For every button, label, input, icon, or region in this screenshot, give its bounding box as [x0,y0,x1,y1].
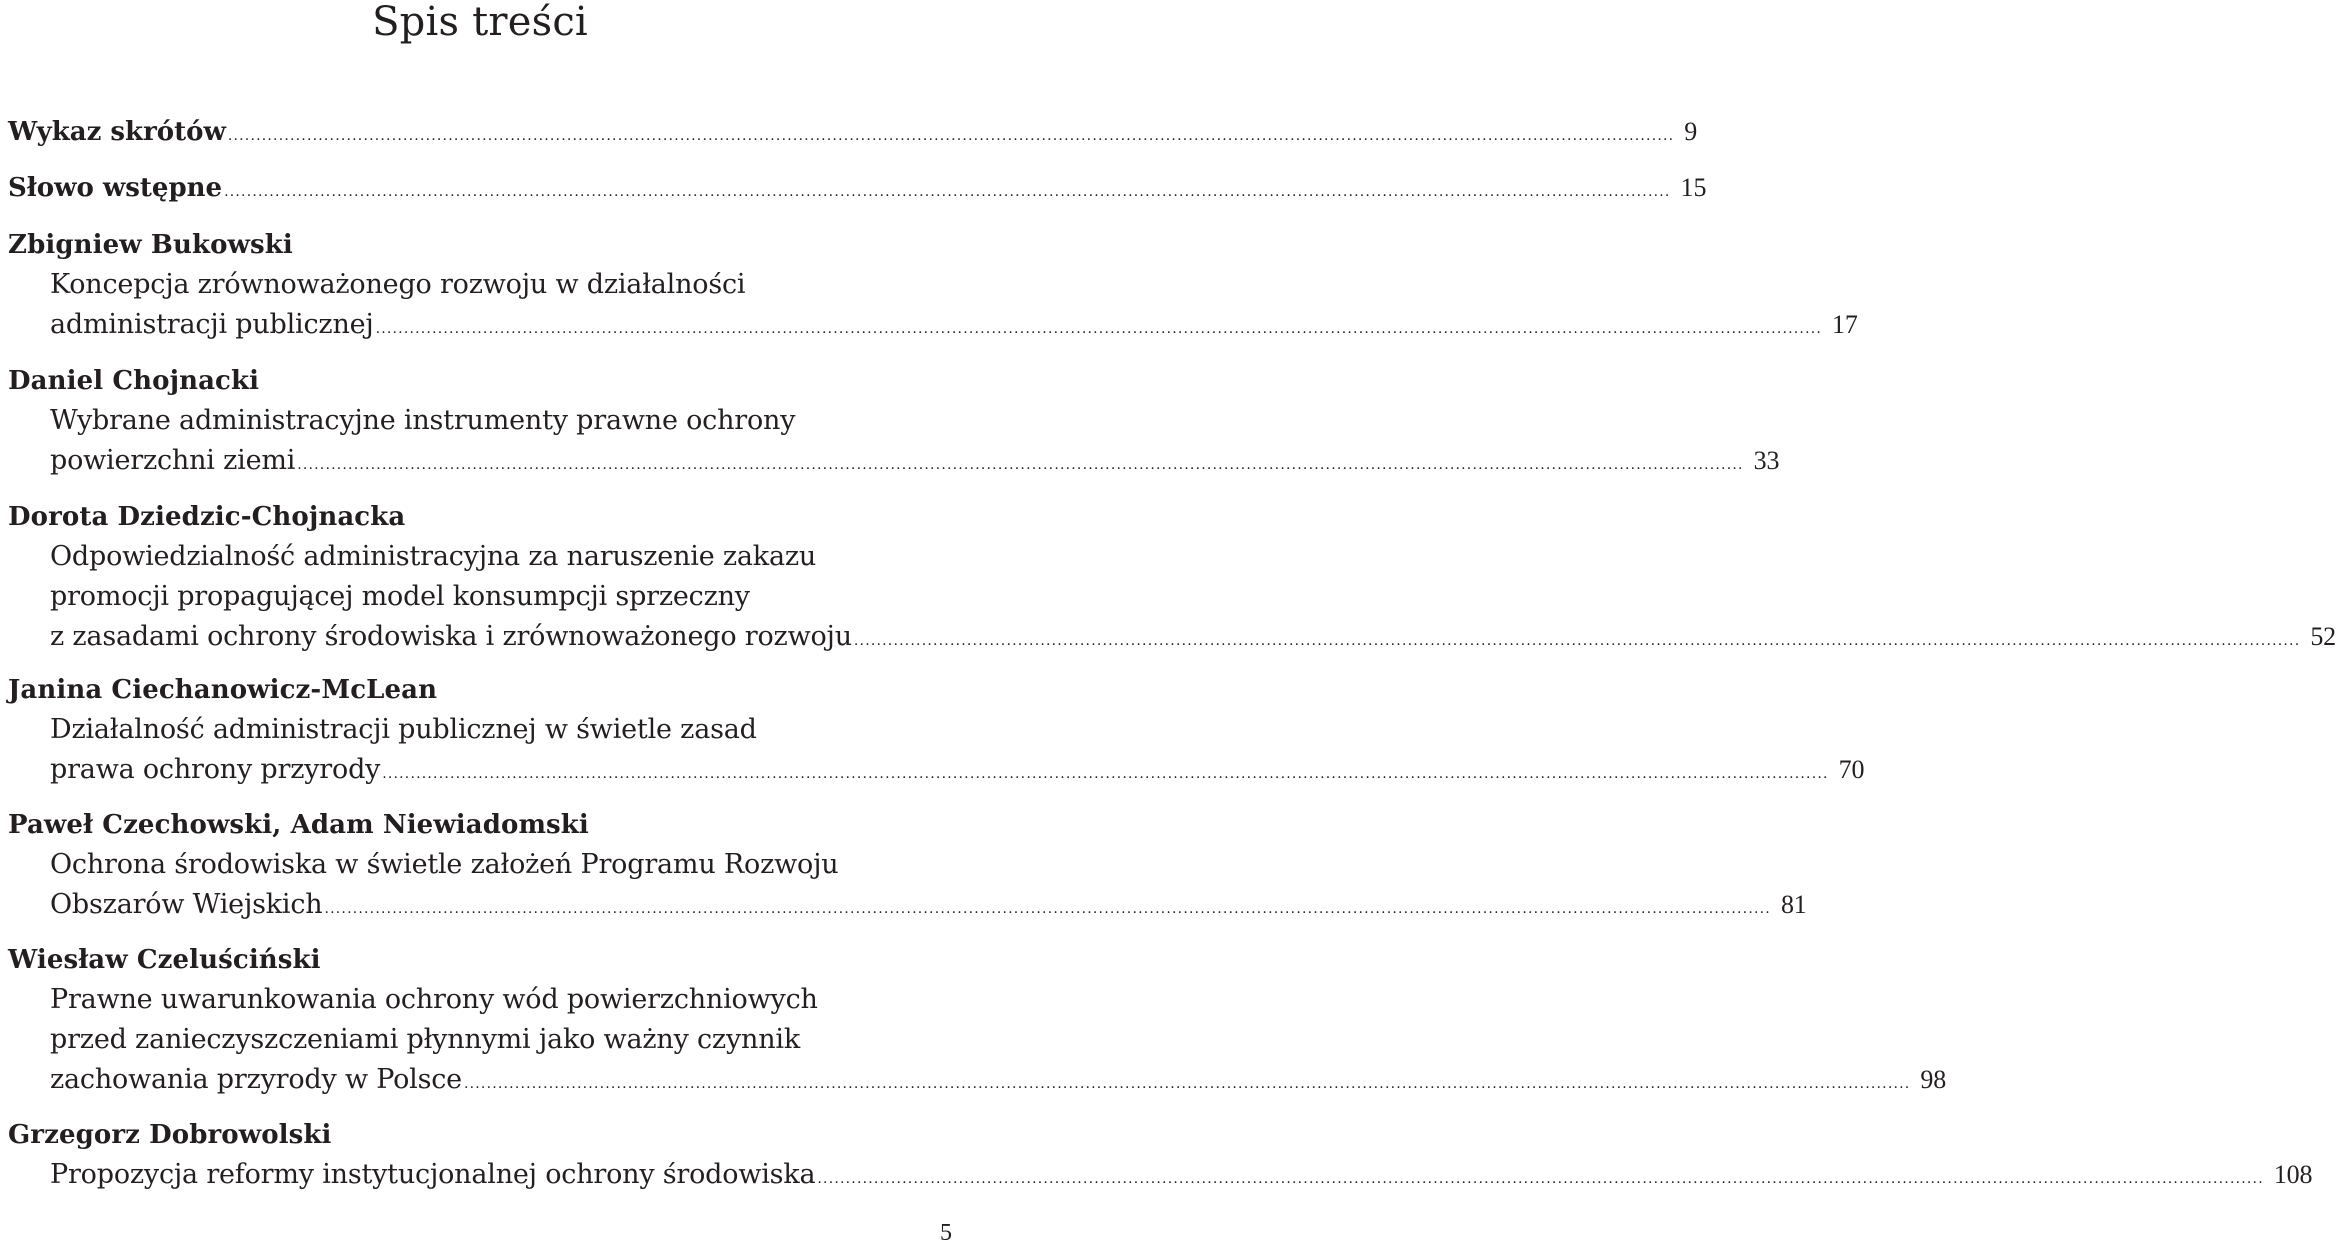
toc-entry-title: Obszarów Wiejskich [50,889,323,920]
toc-entry-bukowski[interactable] [8,225,1858,345]
toc-entry-author: Daniel Chojnacki [8,366,260,396]
toc-entry-author: Paweł Czechowski, Adam Niewiadomski [8,810,589,840]
toc-entry-title: Wybrane administracyjne instrumenty prawne ochrony [50,405,796,436]
toc-entry-line [8,1060,1947,1100]
toc-entry-line [8,1155,2313,1195]
dot-leader: ................................................................................................................................................................................................................................................................ [463,1076,1911,1092]
toc-entry-title: prawa ochrony przyrody [50,754,381,785]
toc-page-number: 108 [2273,1160,2313,1189]
toc-page-number: 15 [1680,173,1707,202]
page-title: Spis treści [372,0,588,45]
toc-entry-title: Propozycja reformy instytucjonalnej ochrony środowiska [50,1159,816,1190]
toc-page-number: 9 [1684,117,1698,146]
toc-entry-title: Słowo wstępne [8,173,223,203]
folio: 5 [940,1220,952,1246]
toc-page-number: 98 [1920,1065,1947,1094]
toc-entry-title: Wykaz skrótów [8,117,226,147]
toc-entry-author: Janina Ciechanowicz-McLean [8,675,438,705]
toc-entry-ciechanowicz-mclean[interactable] [8,670,1865,790]
toc-page-number: 81 [1780,890,1807,919]
dot-leader: ................................................................................................................................................................................................................................................................ [297,457,1744,473]
toc-entry-line [8,617,2336,657]
toc-entry-title: z zasadami ochrony środowiska i zrównoważonego rozwoju [50,621,852,652]
toc-entry-czeluscinski[interactable] [8,940,1947,1100]
toc-entry-title: powierzchni ziemi [50,445,296,476]
toc-entry-author: Dorota Dziedzic-Chojnacka [8,502,406,532]
toc-page-number: 52 [2310,622,2336,651]
toc-entry-line [8,885,1807,925]
toc-entry-author: Grzegorz Dobrowolski [8,1120,332,1150]
toc-entry-chojnacki[interactable] [8,361,1780,481]
toc-entry-wykaz-skrotow[interactable] [8,112,1698,152]
toc-page-number: 17 [1832,310,1858,339]
dot-leader: ................................................................................................................................................................................................................................................................ [817,1171,2264,1187]
toc-entry-dobrowolski[interactable] [8,1115,2313,1195]
toc-entry-title: Odpowiedzialność administracyjna za naruszenie zakazu [50,541,817,572]
toc-entry-title: administracji publicznej [50,309,374,340]
toc-page-number: 33 [1753,446,1780,475]
toc-entry-czechowski-niewiadomski[interactable] [8,805,1807,925]
dot-leader: ................................................................................................................................................................................................................................................................ [324,901,1771,917]
toc-entry-line [8,112,1698,152]
toc-page-number: 70 [1838,755,1865,784]
toc-entry-dziedzic-chojnacka[interactable] [8,497,2336,657]
toc-entry-title: zachowania przyrody w Polsce [50,1064,462,1095]
toc-entry-line [8,441,1780,481]
toc-entry-line [8,168,1707,208]
toc-entry-title: Koncepcja zrównoważonego rozwoju w działalności [50,269,746,300]
toc-entry-title: Działalność administracji publicznej w świetle zasad [50,714,757,745]
toc-entry-title: Prawne uwarunkowania ochrony wód powierzchniowych [50,984,818,1015]
dot-leader: ................................................................................................................................................................................................................................................................ [853,633,2301,649]
toc-entry-author: Wiesław Czeluściński [8,945,321,975]
dot-leader: ................................................................................................................................................................................................................................................................ [375,321,1823,337]
toc-entry-line [8,305,1858,345]
toc-entry-author: Zbigniew Bukowski [8,230,293,260]
toc-entry-line [8,750,1865,790]
toc-entry-slowo-wstepne[interactable] [8,168,1707,208]
toc-entry-title: promocji propagującej model konsumpcji sprzeczny [50,581,750,612]
dot-leader: ................................................................................................................................................................................................................................................................ [224,184,1671,200]
dot-leader: ................................................................................................................................................................................................................................................................ [227,128,1675,144]
dot-leader: ................................................................................................................................................................................................................................................................ [382,766,1829,782]
toc-entry-title: przed zanieczyszczeniami płynnymi jako ważny czynnik [50,1024,800,1055]
toc-entry-title: Ochrona środowiska w świetle założeń Programu Rozwoju [50,849,839,880]
